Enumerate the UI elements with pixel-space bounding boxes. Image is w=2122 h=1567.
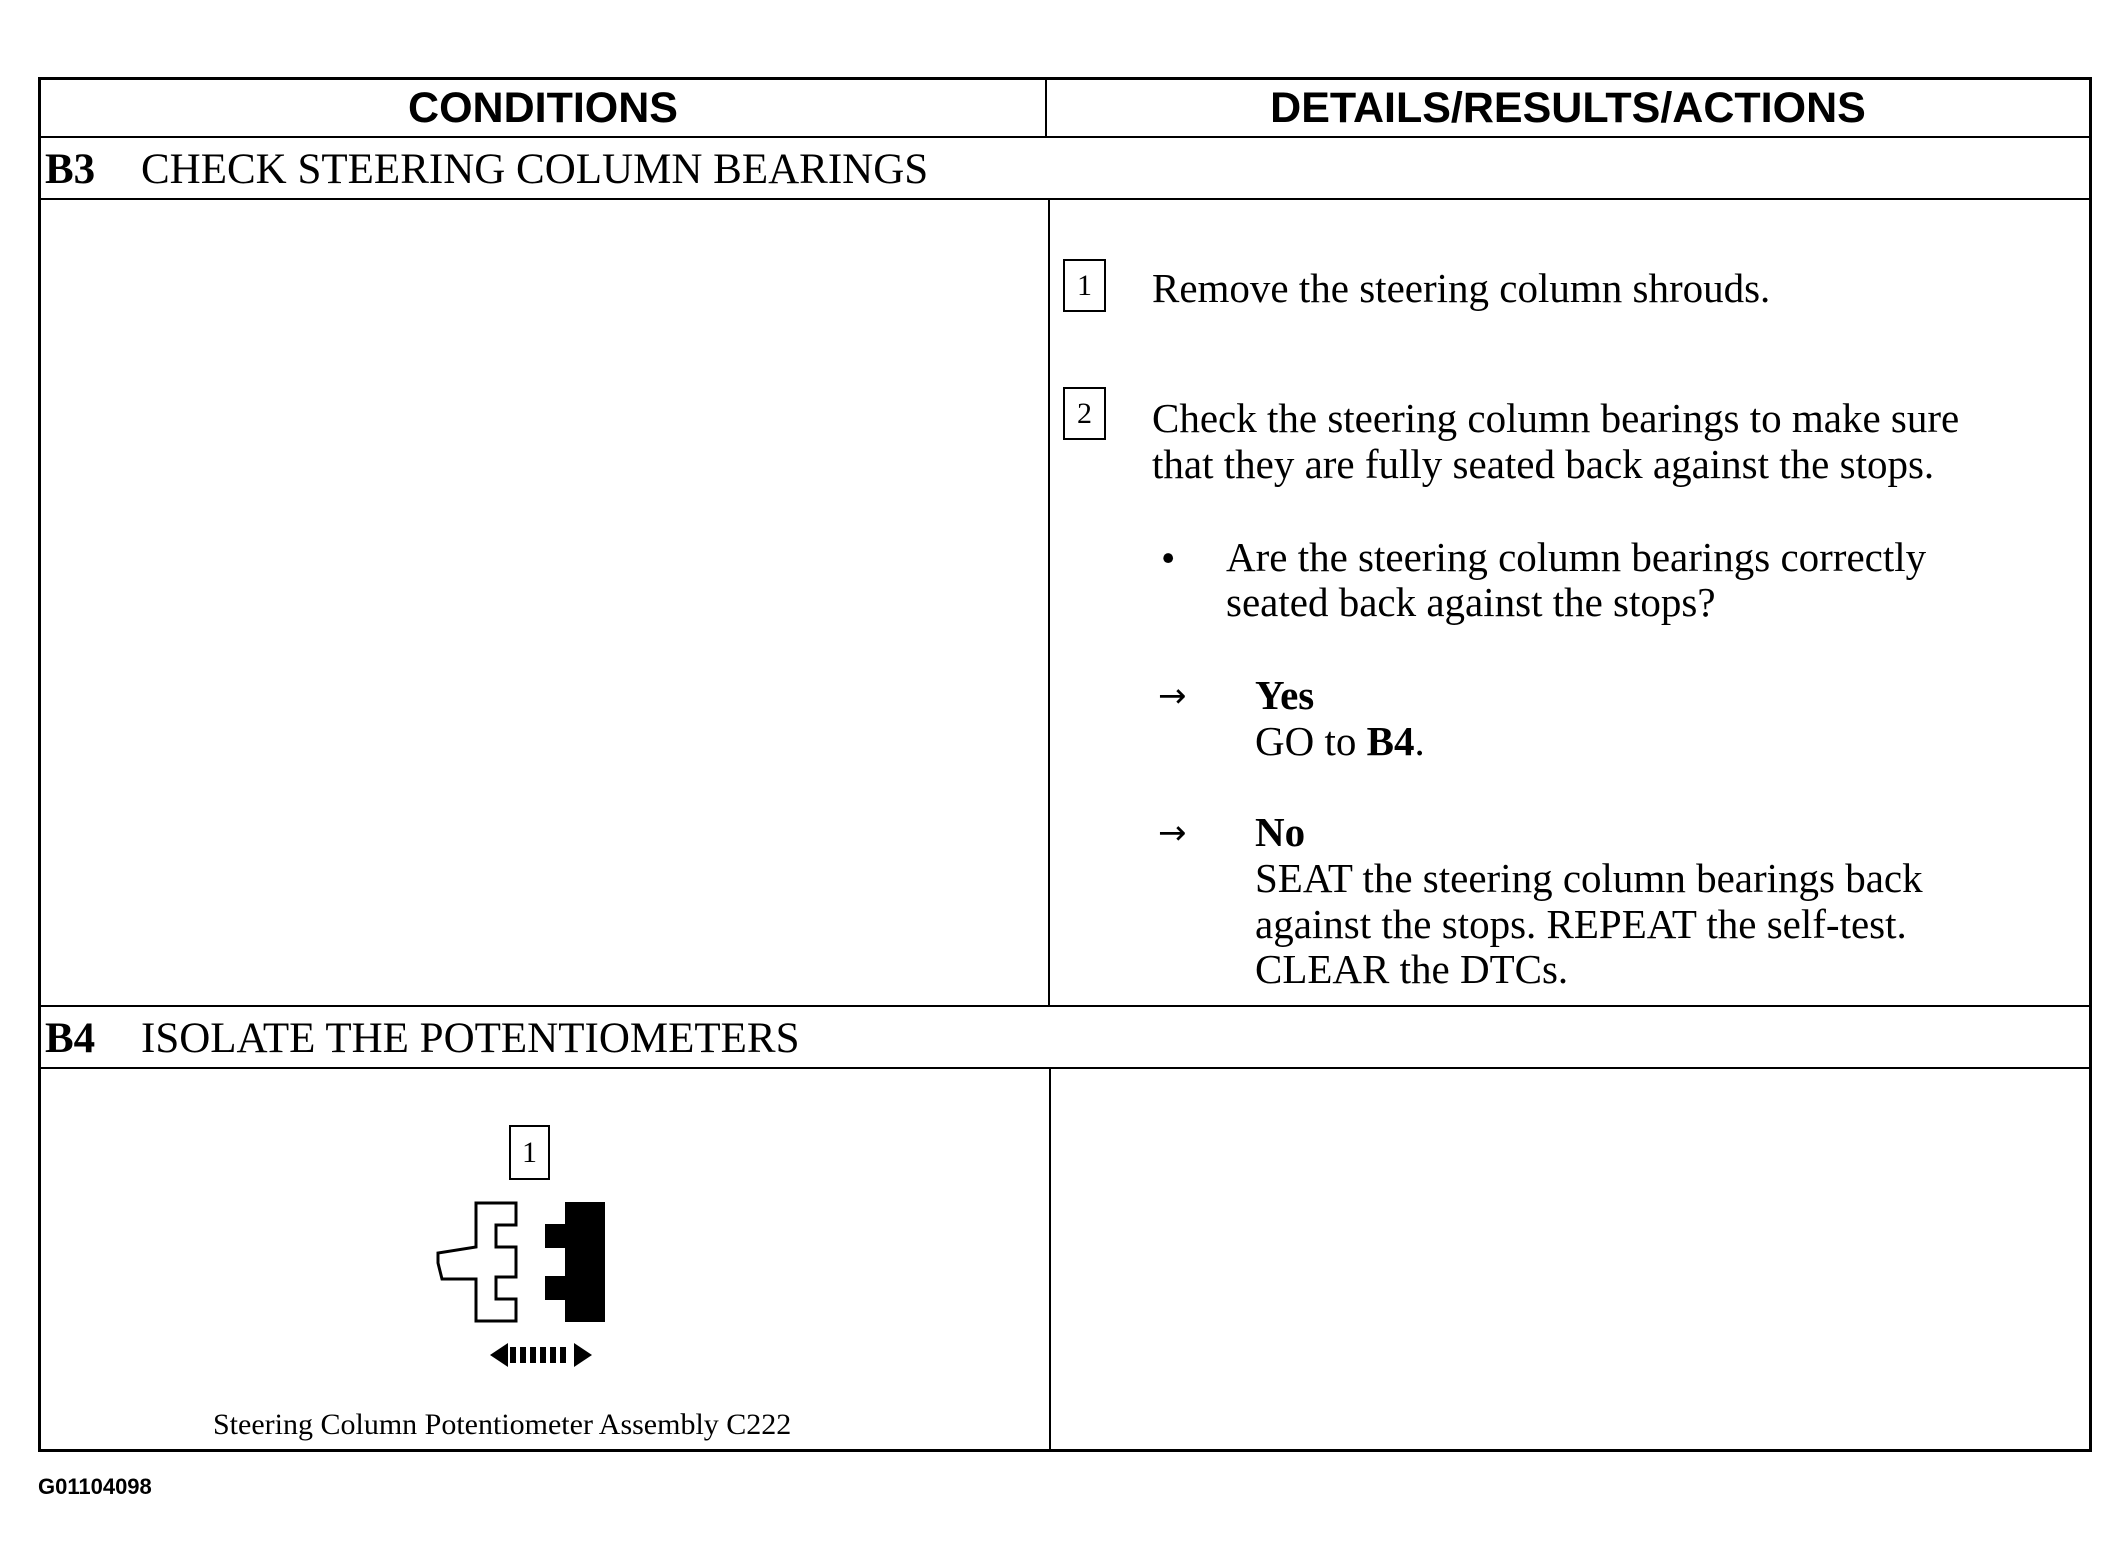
- procedure-table: [38, 77, 2092, 1452]
- yes-label: Yes: [1255, 672, 1315, 718]
- step-2-box: 2: [1063, 387, 1106, 440]
- potentiometer-connector-icon: [434, 1195, 674, 1385]
- b4-title: ISOLATE THE POTENTIOMETERS: [141, 1014, 800, 1062]
- no-action-line-2: against the stops. REPEAT the self-test.: [1255, 901, 1907, 947]
- b3-section-title: [45, 138, 928, 200]
- b4-code: B4: [45, 1014, 96, 1062]
- step-2-text-line-1: Check the steering column bearings to make sure: [1152, 395, 1960, 441]
- step-2-text-line-2: that they are fully seated back against the stops.: [1152, 441, 1935, 487]
- b4-section-title: [45, 1007, 800, 1069]
- figure-id: G01104098: [38, 1474, 152, 1499]
- no-arrow-icon: →: [1158, 813, 1187, 853]
- step-1-box: 1: [1063, 259, 1106, 312]
- b4-column-divider: [1049, 1067, 1051, 1452]
- no-action-line-1: SEAT the steering column bearings back: [1255, 855, 1923, 901]
- b3-column-divider: [1048, 198, 1050, 1005]
- b3-code: B3: [45, 145, 96, 193]
- no-action-line-3: CLEAR the DTCs.: [1255, 946, 1569, 992]
- step-1-text: Remove the steering column shrouds.: [1152, 265, 1771, 311]
- figure-step-box: 1: [509, 1125, 550, 1180]
- question-line-2: seated back against the stops?: [1226, 579, 1716, 625]
- no-label: No: [1255, 809, 1306, 855]
- question-line-1: Are the steering column bearings correctly: [1226, 534, 1927, 580]
- yes-action: GO to B4.: [1255, 718, 1425, 764]
- conditions-header: CONDITIONS: [408, 83, 678, 132]
- figure-caption: Steering Column Potentiometer Assembly C222: [213, 1408, 792, 1441]
- question-bullet: •: [1161, 535, 1176, 581]
- b3-title: CHECK STEERING COLUMN BEARINGS: [141, 145, 929, 193]
- details-header: DETAILS/RESULTS/ACTIONS: [1270, 83, 1866, 132]
- yes-arrow-icon: →: [1158, 676, 1187, 716]
